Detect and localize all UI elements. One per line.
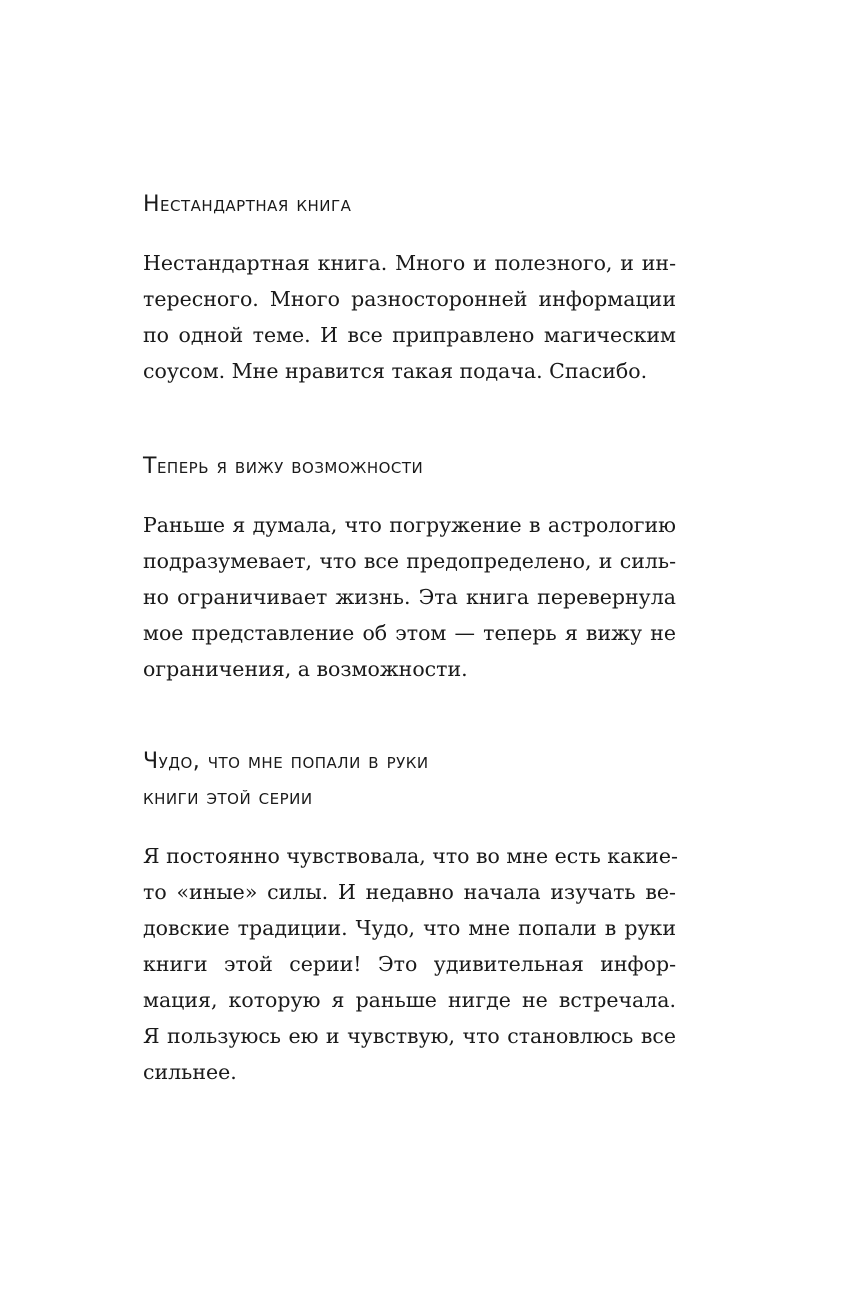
review-body (143, 838, 676, 1090)
review-heading (143, 187, 676, 223)
body-line: мация, которую я раньше нигде не встречала. (143, 988, 676, 1012)
body-line: книги этой серии! Это удивительная инфор- (143, 952, 676, 976)
body-line: Я пользуюсь ею и чувствую, что становлюсь все (143, 1024, 676, 1048)
heading-line: книги этой серии (143, 785, 313, 810)
heading-line: Теперь я вижу возможности (143, 454, 424, 479)
review-section (143, 187, 676, 389)
body-line: сильнее. (143, 1060, 237, 1084)
body-line: Я постоянно чувствовала, что во мне есть какие- (143, 844, 678, 868)
body-line: но ограничивает жизнь. Эта книга перевернула (143, 585, 676, 609)
body-line: Нестандартная книга. Много и полезного, и ин- (143, 251, 676, 275)
body-line: Раньше я думала, что погружение в астрологию (143, 513, 676, 537)
review-heading (143, 449, 676, 485)
body-line: мое представление об этом — теперь я вижу не (143, 621, 676, 645)
body-line: по одной теме. И все приправлено магическим (143, 323, 676, 347)
review-section (143, 449, 676, 687)
review-body (143, 507, 676, 687)
body-line: подразумевает, что все предопределено, и силь- (143, 549, 676, 573)
review-section (143, 744, 676, 1090)
body-line: то «иные» силы. И недавно начала изучать ве- (143, 880, 676, 904)
body-line: ограничения, а возможности. (143, 657, 468, 681)
body-line: тересного. Много разносторонней информации (143, 287, 676, 311)
review-body (143, 245, 676, 389)
body-line: довские традиции. Чудо, что мне попали в руки (143, 916, 676, 940)
review-heading (143, 744, 676, 816)
heading-line: Нестандартная книга (143, 192, 352, 217)
heading-line: Чудо, что мне попали в руки (143, 749, 429, 774)
body-line: соусом. Мне нравится такая подача. Спасибо. (143, 359, 648, 383)
